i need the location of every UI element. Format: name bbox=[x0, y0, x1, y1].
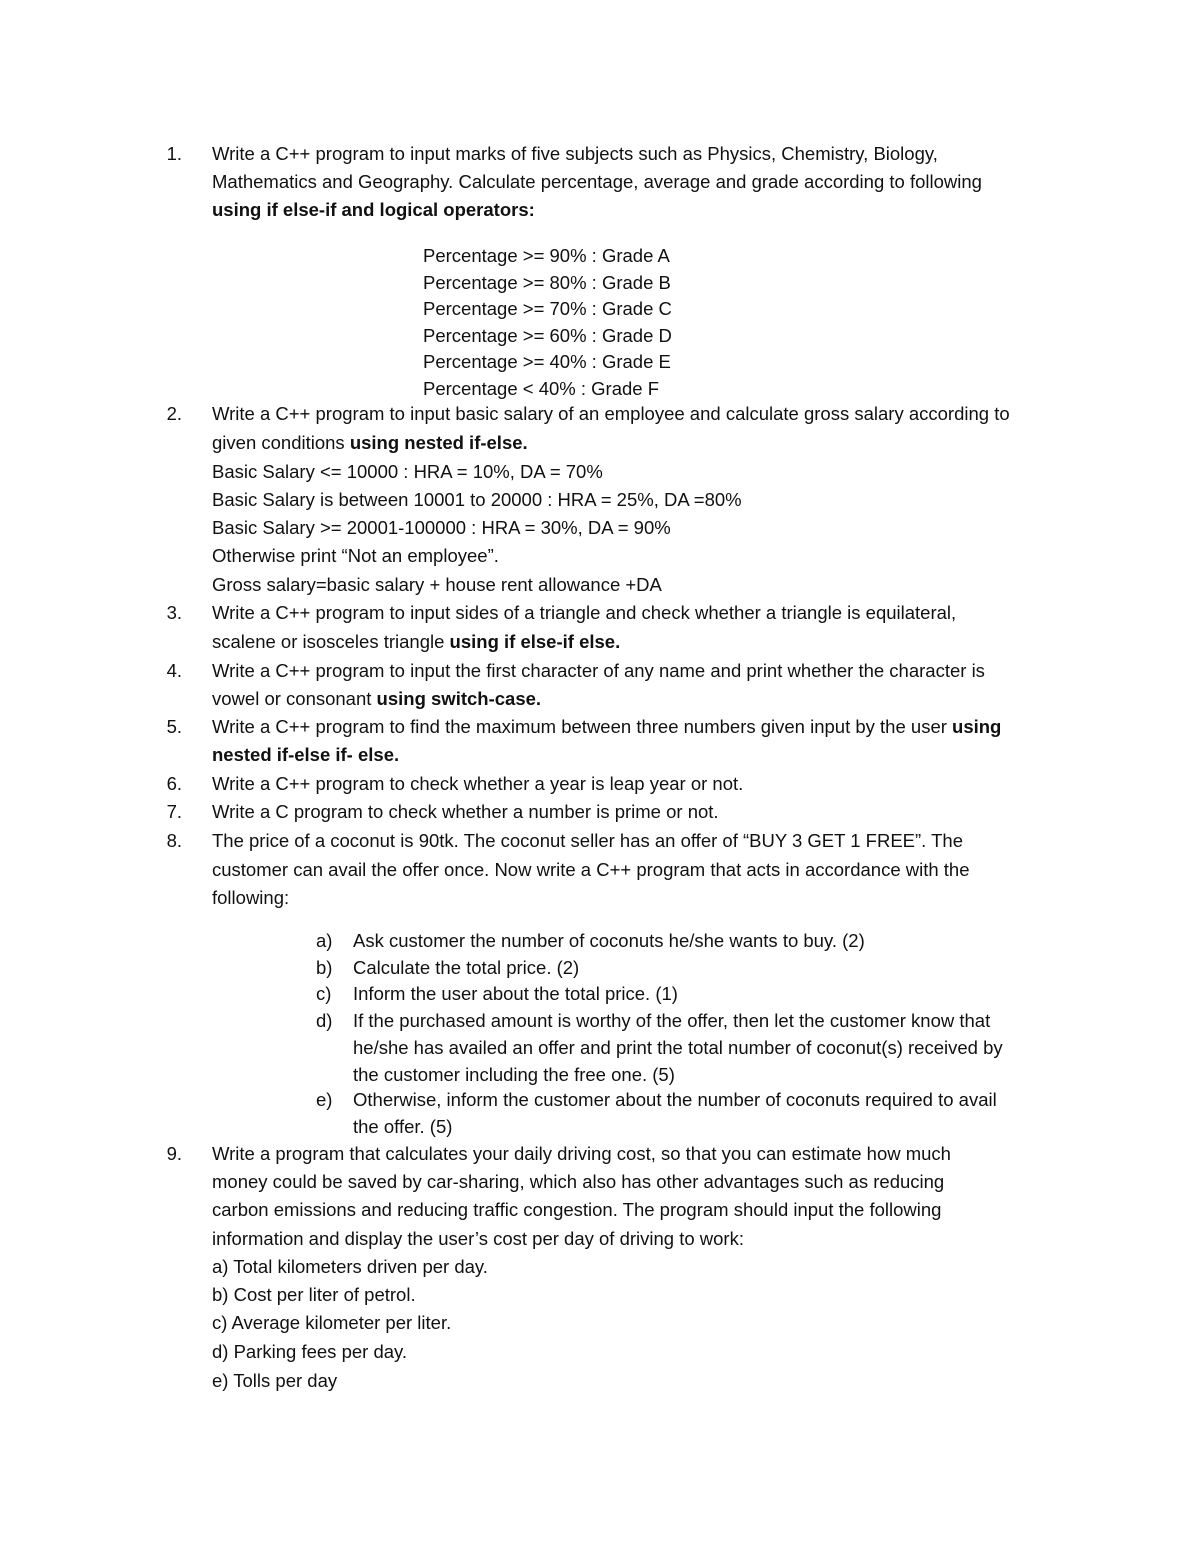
text-span: e) Tolls per day bbox=[212, 1370, 338, 1391]
list-number: 6. bbox=[166, 773, 182, 794]
grade-rule: Percentage >= 60% : Grade D bbox=[423, 325, 672, 346]
text-span: b) Cost per liter of petrol. bbox=[212, 1284, 416, 1305]
bold-instruction: nested if-else if- else. bbox=[212, 744, 400, 765]
sub-item-label: d) bbox=[316, 1010, 333, 1031]
question-text-line bbox=[212, 889, 289, 908]
question-text-line bbox=[212, 662, 985, 681]
text-span: Mathematics and Geography. Calculate percentage, average and grade according to following bbox=[212, 171, 982, 192]
question-text-line bbox=[212, 1173, 944, 1192]
question-text-line bbox=[212, 145, 938, 164]
question-text-line bbox=[212, 861, 970, 880]
question-text-line bbox=[212, 718, 1001, 737]
list-number: 4. bbox=[166, 660, 182, 681]
sub-item-text: the offer. (5) bbox=[353, 1116, 453, 1137]
question-text-line bbox=[212, 1258, 488, 1277]
question-text-line bbox=[212, 201, 535, 220]
text-span: Write a C++ program to input the first character of any name and print whether the character is bbox=[212, 660, 985, 681]
list-number: 1. bbox=[166, 143, 182, 164]
text-span: Write a program that calculates your daily driving cost, so that you can estimate how much bbox=[212, 1143, 951, 1164]
text-span: Basic Salary <= 10000 : HRA = 10%, DA = 70% bbox=[212, 461, 603, 482]
sub-item-label: b) bbox=[316, 957, 333, 978]
sub-item-text: Calculate the total price. (2) bbox=[353, 957, 580, 978]
text-span: Write a C++ program to check whether a year is leap year or not. bbox=[212, 773, 744, 794]
question-text-line bbox=[212, 690, 541, 709]
question-text-line bbox=[212, 576, 662, 595]
text-span: Write a C++ program to input sides of a triangle and check whether a triangle is equilateral, bbox=[212, 602, 957, 623]
question-text-line bbox=[212, 1286, 416, 1305]
sub-item-label: a) bbox=[316, 930, 333, 951]
question-text-line bbox=[212, 1343, 407, 1362]
text-span: Gross salary=basic salary + house rent allowance +DA bbox=[212, 574, 662, 595]
text-span: following: bbox=[212, 887, 290, 908]
grade-rule: Percentage >= 70% : Grade C bbox=[423, 298, 672, 319]
question-text-line bbox=[212, 1314, 451, 1333]
list-number: 3. bbox=[166, 602, 182, 623]
sub-item-text: Ask customer the number of coconuts he/she wants to buy. (2) bbox=[353, 930, 865, 951]
question-text-line bbox=[212, 547, 499, 566]
question-text-line bbox=[212, 1145, 951, 1164]
text-span: customer can avail the offer once. Now write a C++ program that acts in accordance with the bbox=[212, 859, 970, 880]
question-text-line bbox=[212, 1230, 744, 1249]
question-text-line bbox=[212, 832, 963, 851]
list-number: 5. bbox=[166, 716, 182, 737]
question-text-line bbox=[212, 1201, 941, 1220]
text-span: a) Total kilometers driven per day. bbox=[212, 1256, 488, 1277]
grade-rule: Percentage >= 90% : Grade A bbox=[423, 245, 670, 266]
text-span: Write a C++ program to input marks of five subjects such as Physics, Chemistry, Biology, bbox=[212, 143, 938, 164]
text-span: The price of a coconut is 90tk. The coconut seller has an offer of “BUY 3 GET 1 FREE”. The bbox=[212, 830, 964, 851]
text-span: c) Average kilometer per liter. bbox=[212, 1312, 452, 1333]
sub-item-text: If the purchased amount is worthy of the offer, then let the customer know that bbox=[353, 1010, 991, 1031]
question-text-line bbox=[212, 491, 742, 510]
question-text-line bbox=[212, 1372, 337, 1391]
question-text-line bbox=[212, 633, 620, 652]
list-number: 8. bbox=[166, 830, 182, 851]
bold-instruction: using nested if-else. bbox=[349, 432, 528, 453]
text-span: carbon emissions and reducing traffic congestion. The program should input the following bbox=[212, 1199, 942, 1220]
text-span: Write a C++ program to input basic salary of an employee and calculate gross salary according to bbox=[212, 403, 1010, 424]
text-span: vowel or consonant bbox=[212, 688, 377, 709]
text-span: Write a C program to check whether a number is prime or not. bbox=[212, 801, 719, 822]
sub-item-label: c) bbox=[316, 983, 332, 1004]
bold-instruction: using if else-if and logical operators: bbox=[212, 199, 535, 220]
list-number: 9. bbox=[166, 1143, 182, 1164]
grade-rule: Percentage >= 80% : Grade B bbox=[423, 272, 671, 293]
list-number: 2. bbox=[166, 403, 182, 424]
list-number: 7. bbox=[166, 801, 182, 822]
text-span: information and display the user’s cost per day of driving to work: bbox=[212, 1228, 744, 1249]
question-text-line bbox=[212, 803, 719, 822]
sub-item-text: the customer including the free one. (5) bbox=[353, 1064, 675, 1085]
text-span: given conditions bbox=[212, 432, 350, 453]
bold-instruction: using if else-if else. bbox=[449, 631, 621, 652]
text-span: Write a C++ program to find the maximum between three numbers given input by the user bbox=[212, 716, 953, 737]
text-span: Basic Salary >= 20001-100000 : HRA = 30%, DA = 90% bbox=[212, 517, 671, 538]
bold-instruction: using switch-case. bbox=[376, 688, 542, 709]
sub-item-text: Inform the user about the total price. (1) bbox=[353, 983, 678, 1004]
question-text-line bbox=[212, 173, 982, 192]
text-span: Basic Salary is between 10001 to 20000 : HRA = 25%, DA =80% bbox=[212, 489, 742, 510]
question-text-line bbox=[212, 775, 743, 794]
question-text-line bbox=[212, 434, 528, 453]
sub-item-text: Otherwise, inform the customer about the number of coconuts required to avail bbox=[353, 1089, 997, 1110]
grade-rule: Percentage < 40% : Grade F bbox=[423, 378, 660, 399]
sub-item-text: he/she has availed an offer and print the total number of coconut(s) received by bbox=[353, 1037, 1003, 1058]
question-text-line bbox=[212, 746, 399, 765]
question-text-line bbox=[212, 519, 671, 538]
text-span: money could be saved by car-sharing, which also has other advantages such as reducing bbox=[212, 1171, 945, 1192]
text-span: Otherwise print “Not an employee”. bbox=[212, 545, 499, 566]
grade-rule: Percentage >= 40% : Grade E bbox=[423, 351, 671, 372]
text-span: scalene or isosceles triangle bbox=[212, 631, 450, 652]
question-text-line bbox=[212, 405, 1010, 424]
text-span: d) Parking fees per day. bbox=[212, 1341, 408, 1362]
sub-item-label: e) bbox=[316, 1089, 333, 1110]
question-text-line bbox=[212, 463, 603, 482]
bold-instruction: using bbox=[952, 716, 1002, 737]
question-text-line bbox=[212, 604, 956, 623]
